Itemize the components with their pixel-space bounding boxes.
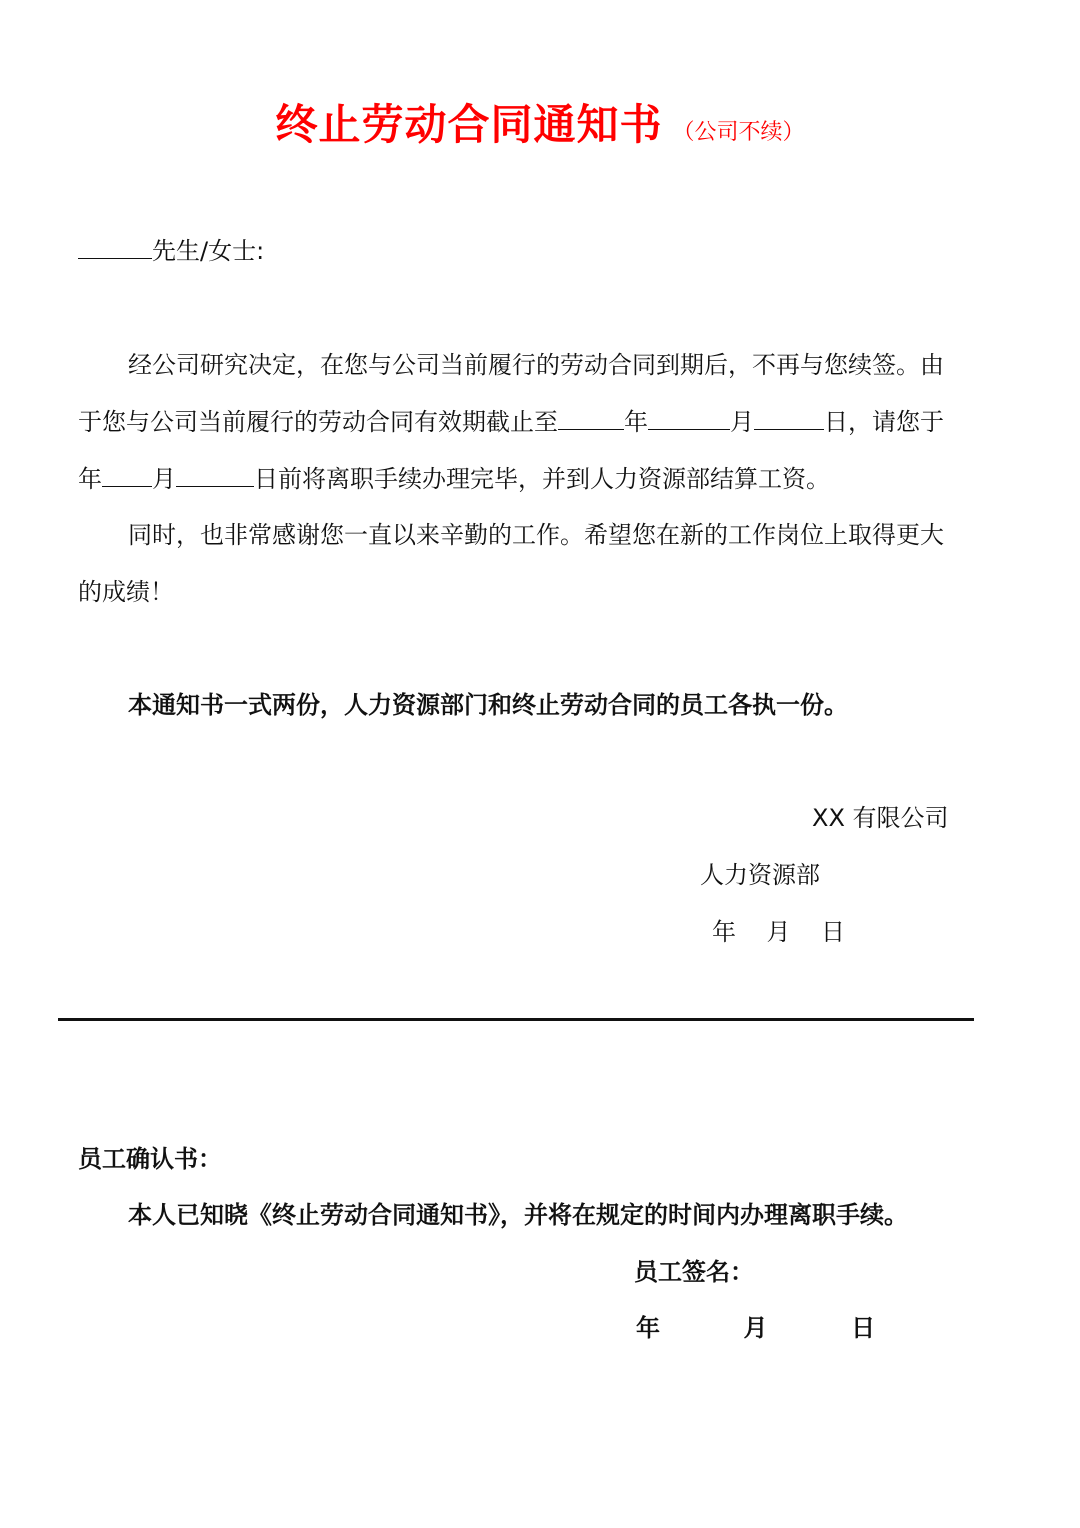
end-year-blank [558,407,624,430]
year-label: 年 [624,408,648,436]
copies-note: 本通知书一式两份，人力资源部门和终止劳动合同的员工各执一份。 [128,691,848,719]
contract-end-text: 于您与公司当前履行的劳动合同有效期截止至 [78,408,558,436]
leave-deadline-text: 日前将离职手续办理完毕，并到人力资源部结算工资。 [254,465,830,493]
name-blank [78,236,152,259]
section-divider [58,1018,974,1021]
leave-day-blank [176,464,254,487]
body-paragraph2-line2: 的成绩！ [78,578,174,606]
confirmation-date: 年 月 日 [636,1314,876,1342]
body-paragraph1-line3 [78,462,830,496]
confirmation-statement: 本人已知晓《终止劳动合同通知书》，并将在规定的时间内办理离职手续。 [128,1201,908,1229]
confirmation-heading: 员工确认书： [78,1145,222,1173]
end-month-blank [648,407,730,430]
salutation-text: 先生/女士: [152,237,265,265]
body-paragraph2-line1: 同时，也非常感谢您一直以来辛勤的工作。希望您在新的工作岗位上取得更大 [128,521,944,549]
body-paragraph1-line2 [78,405,944,439]
issue-date: 年 月 日 [712,918,846,946]
department-name: 人力资源部 [700,861,820,889]
month-label: 月 [152,465,176,493]
title-main: 终止劳动合同通知书 [275,100,663,149]
month-label: 月 [730,408,754,436]
leave-month-blank [102,464,152,487]
year-label: 年 [78,465,102,493]
body-paragraph1-line1: 经公司研究决定，在您与公司当前履行的劳动合同到期后，不再与您续签。由 [128,351,944,379]
company-name: XX 有限公司 [812,804,949,832]
end-day-blank [754,407,824,430]
employee-signature-label: 员工签名： [634,1258,754,1286]
document-title [0,92,1080,152]
title-subtitle: （公司不续） [672,120,805,145]
day-label-text: 日，请您于 [824,408,944,436]
salutation-line [78,234,264,268]
